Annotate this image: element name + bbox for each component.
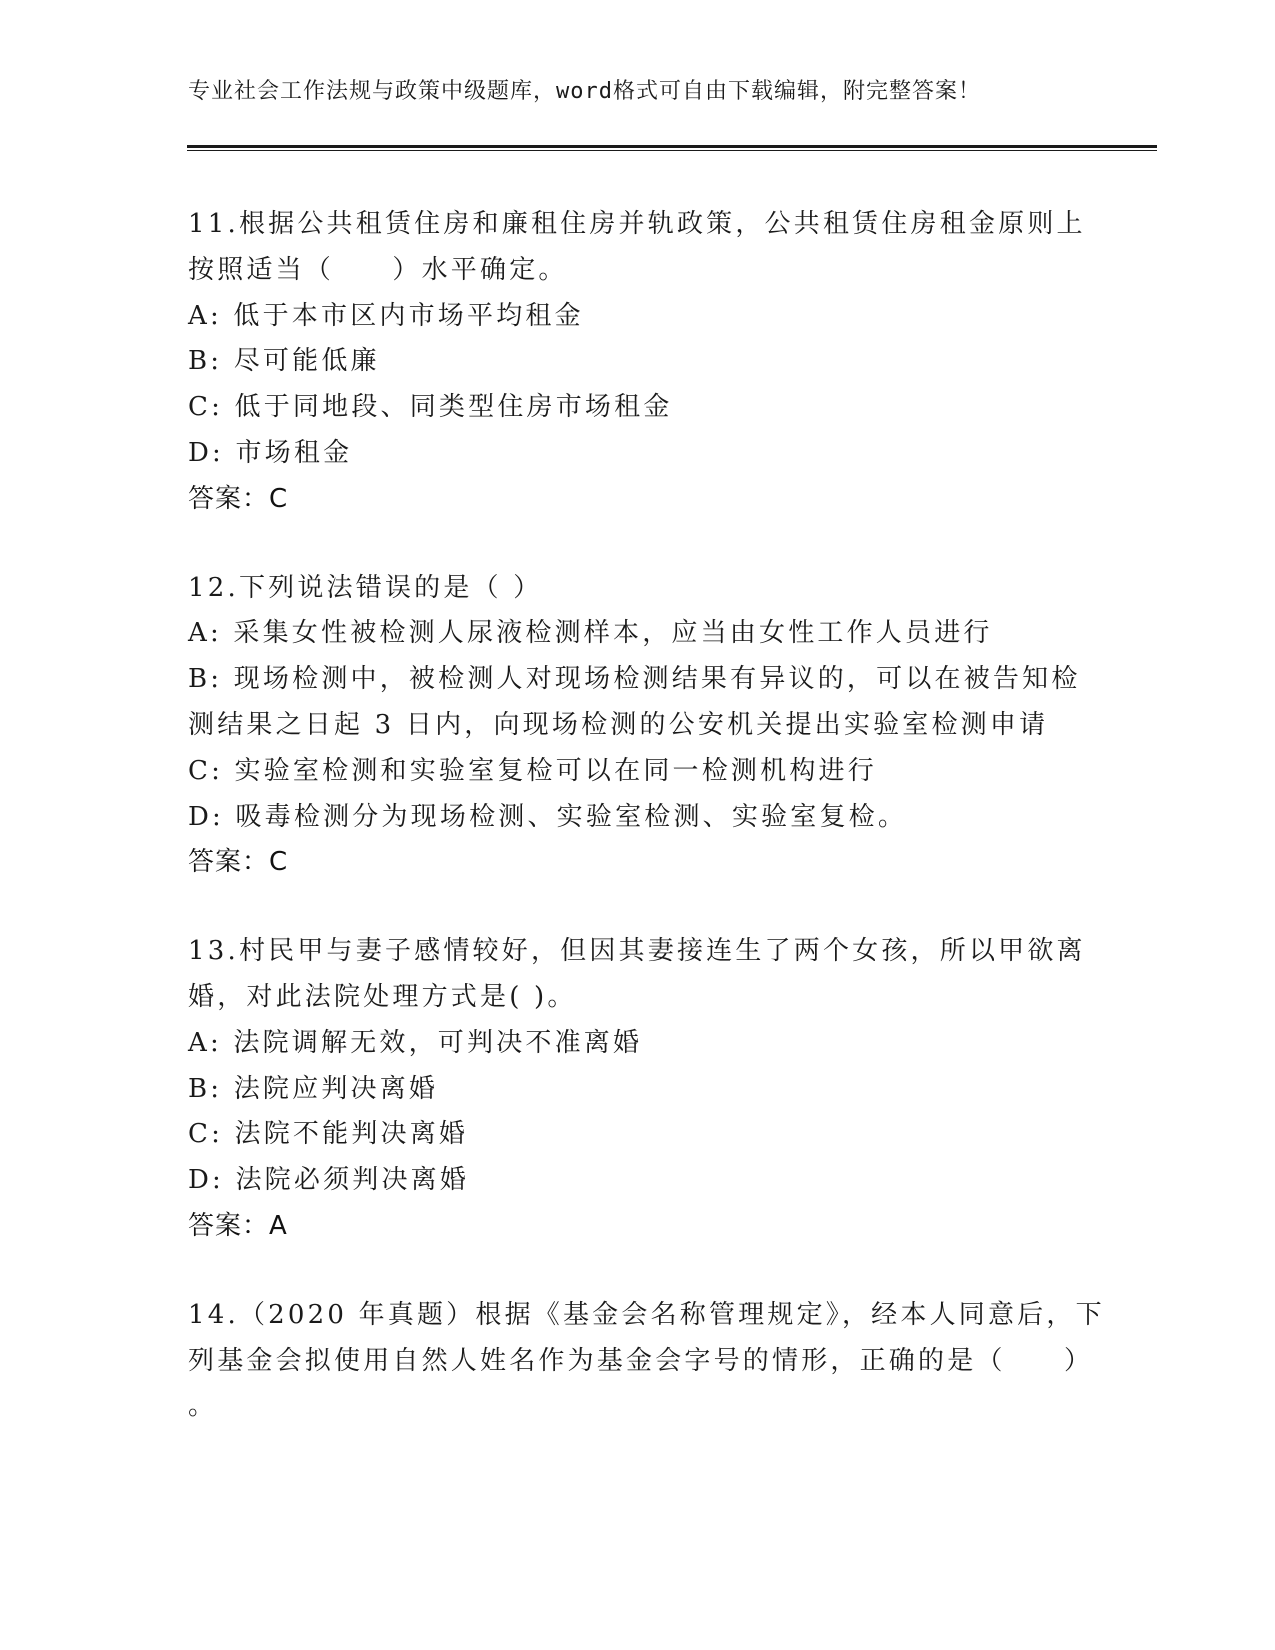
option-b: B: 法院应判决离婚: [188, 1073, 439, 1104]
question-stem: 13.村民甲与妻子感情较好，但因其妻接连生了两个女孩，所以甲欲离: [188, 936, 1086, 967]
question-stem: 14.（2020 年真题）根据《基金会名称管理规定》，经本人同意后，下: [188, 1299, 1105, 1330]
question-13: [188, 929, 1088, 1250]
option-c: C: 低于同地段、同类型住房市场租金: [188, 392, 673, 423]
option-b-continued: 测结果之日起 3 日内，向现场检测的公安机关提出实验室检测申请: [188, 709, 1049, 740]
question-stem: 11.根据公共租赁住房和廉租住房并轨政策，公共租赁住房租金原则上: [188, 209, 1086, 239]
option-b: B: 现场检测中，被检测人对现场检测结果有异议的，可以在被告知检: [188, 664, 1081, 695]
option-c: C: 法院不能判决离婚: [188, 1119, 469, 1150]
question-11: [188, 202, 1088, 523]
header-divider-thick: [187, 145, 1157, 148]
question-12: [188, 566, 1088, 887]
question-stem: 婚，对此法院处理方式是( )。: [188, 981, 577, 1012]
answer: 答案：C: [188, 483, 289, 514]
question-stem: 12.下列说法错误的是（ ）: [188, 572, 543, 603]
answer: 答案：C: [188, 847, 289, 878]
option-a: A: 法院调解无效，可判决不准离婚: [188, 1027, 643, 1058]
option-d: D: 吸毒检测分为现场检测、实验室检测、实验室复检。: [188, 801, 908, 832]
option-d: D: 法院必须判决离婚: [188, 1165, 470, 1196]
answer: 答案：A: [188, 1210, 288, 1241]
question-stem: 。: [188, 1391, 218, 1422]
option-a: A: 采集女性被检测人尿液检测样本，应当由女性工作人员进行: [188, 618, 993, 649]
option-d: D: 市场租金: [188, 437, 353, 468]
question-14: [188, 1293, 1105, 1430]
header-divider-thin: [187, 150, 1157, 151]
option-c: C: 实验室检测和实验室复检可以在同一检测机构进行: [188, 755, 877, 786]
question-stem: 按照适当（ ）水平确定。: [188, 254, 568, 285]
question-list: [188, 202, 1105, 1473]
question-stem: 列基金会拟使用自然人姓名作为基金会字号的情形，正确的是（ ）: [188, 1345, 1094, 1376]
option-a: A: 低于本市区内市场平均租金: [188, 300, 584, 331]
page-header-title: 专业社会工作法规与政策中级题库，word格式可自由下载编辑，附完整答案！: [188, 79, 981, 104]
option-b: B: 尽可能低廉: [188, 346, 380, 377]
